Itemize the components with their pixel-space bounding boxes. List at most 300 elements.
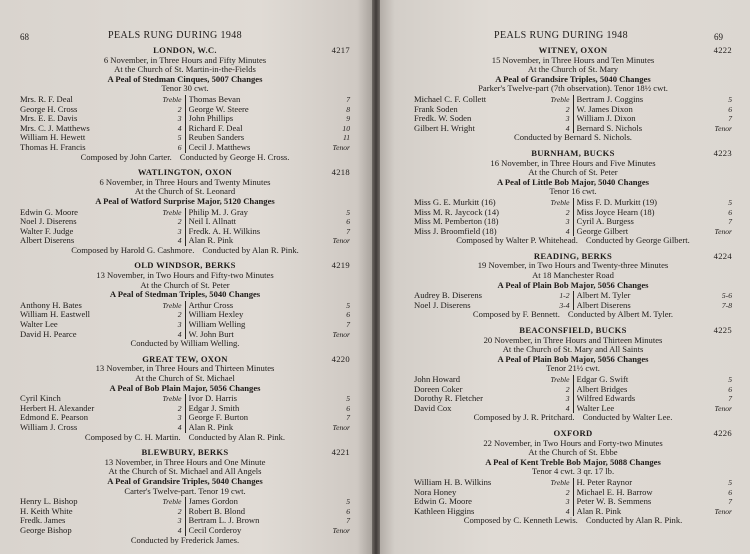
ringer-name: Alan R. Pink xyxy=(576,506,622,516)
ringer-name: Cecil Corderoy xyxy=(188,525,242,535)
bell-number: 7 xyxy=(728,394,732,404)
ringer-name: Bertram J. Coggins xyxy=(576,94,644,104)
ringer-name: Ivor D. Harris xyxy=(188,394,237,404)
ringer-name: William J. Dixon xyxy=(576,114,636,124)
ringer-row xyxy=(577,208,733,218)
bell-number: 5 xyxy=(728,375,732,384)
ringer-row xyxy=(577,114,733,124)
peal-entry xyxy=(20,448,350,545)
ringer-name: Albert Diserens xyxy=(576,300,631,310)
bell-number: Tenor xyxy=(714,506,732,516)
bell-number: 3 xyxy=(565,217,570,227)
book-gutter xyxy=(372,0,380,554)
ringer-name: George H. Cross xyxy=(20,104,78,114)
bell-number: Treble xyxy=(550,197,570,207)
ringer-row xyxy=(189,208,351,218)
bell-number: 5 xyxy=(728,477,732,487)
bell-number: 5-6 xyxy=(721,291,732,301)
bell-number: 6 xyxy=(728,487,732,497)
peal-number: 4218 xyxy=(331,167,350,178)
bell-number: 6 xyxy=(177,142,182,152)
composer: Composed by C. Kenneth Lewis. xyxy=(463,515,578,526)
peal-credits xyxy=(20,433,350,443)
peal-detail: Tenor 16 cwt. xyxy=(549,186,597,197)
peal-number: 4219 xyxy=(331,260,350,271)
bell-number: 4 xyxy=(177,236,182,246)
ringer-row xyxy=(20,227,182,237)
ringer-row xyxy=(414,497,570,507)
ringer-row xyxy=(20,310,182,320)
conductor: Conducted by Walter Lee. xyxy=(582,412,673,423)
peal-method: A Peal of Stedman Cinques, 5007 Changes xyxy=(107,73,263,84)
peal-number: 4223 xyxy=(713,147,732,158)
ringer-row xyxy=(577,217,733,227)
ringer-name: Edwin G. Moore xyxy=(20,207,78,217)
band-column-right xyxy=(574,291,733,310)
conductor: Conducted by Alan R. Pink. xyxy=(202,244,299,255)
peal-title: GREAT TEW, OXON 4220 xyxy=(142,353,350,364)
bell-number: 2 xyxy=(177,403,182,413)
band-list xyxy=(20,497,350,535)
ringer-name: John Phillips xyxy=(188,114,234,124)
peal-detail: At the Church of St. Martin-in-the-Fields xyxy=(114,64,256,75)
bell-number: Tenor xyxy=(332,329,350,339)
bell-number: 7 xyxy=(346,226,350,236)
band-column-left xyxy=(414,375,574,413)
band-column-right xyxy=(186,497,351,535)
bell-number: 4 xyxy=(565,123,570,133)
ringer-row xyxy=(189,516,351,526)
ringer-row xyxy=(577,385,733,395)
peal-entry xyxy=(20,46,350,162)
ringer-row xyxy=(20,124,182,134)
bell-number: Tenor xyxy=(332,236,350,246)
band-list xyxy=(20,394,350,432)
ringer-row xyxy=(414,375,570,385)
bell-number: 3 xyxy=(565,394,570,404)
ringer-name: Michael C. F. Collett xyxy=(414,94,487,104)
ringer-name: Frank Soden xyxy=(414,104,458,114)
ringer-name: Thomas Bevan xyxy=(188,94,241,104)
band-column-left xyxy=(414,291,574,310)
ringer-row xyxy=(20,413,182,423)
peal-detail: 22 November, in Two Hours and Forty-two Minutes xyxy=(483,437,663,448)
ringer-name: Bertram L. J. Brown xyxy=(188,516,260,526)
conductor: Conducted by Bernard S. Nichols. xyxy=(514,132,632,143)
bell-number: 7 xyxy=(728,497,732,507)
ringer-row xyxy=(577,488,733,498)
peal-number: 4226 xyxy=(713,427,732,438)
ringer-name: Mrs. C. J. Matthews xyxy=(20,123,90,133)
ringer-name: Philip M. J. Gray xyxy=(188,207,248,217)
ringer-name: Edgar J. Smith xyxy=(188,403,240,413)
bell-number: 3 xyxy=(177,114,182,124)
bell-number: 3-4 xyxy=(559,300,570,310)
bell-number: Tenor xyxy=(714,123,732,133)
peal-credits xyxy=(414,413,732,423)
peal-method: A Peal of Little Bob Major, 5040 Changes xyxy=(497,176,649,187)
right-page xyxy=(380,0,750,554)
ringer-name: Cecil J. Matthews xyxy=(188,142,251,152)
bell-number: 3 xyxy=(177,320,182,330)
ringer-name: George Gilbert xyxy=(576,226,629,236)
bell-number: 3 xyxy=(177,516,182,526)
band-column-left xyxy=(20,208,186,246)
ringer-name: Peter W. B. Semmens xyxy=(576,497,652,507)
left-page xyxy=(0,0,372,554)
band-column-left xyxy=(20,95,186,153)
bell-number: 4 xyxy=(177,329,182,339)
peal-detail: At 18 Manchester Road xyxy=(532,270,614,281)
ringer-name: Fredk. James xyxy=(20,516,66,526)
ringer-row xyxy=(20,404,182,414)
bell-number: 3 xyxy=(565,114,570,124)
peal-entry xyxy=(20,355,350,442)
peal-title: READING, BERKS 4224 xyxy=(533,250,732,261)
ringer-name: Robert B. Blond xyxy=(188,506,246,516)
ringer-name: William Hexley xyxy=(188,310,244,320)
bell-number: 2 xyxy=(565,207,570,217)
ringer-name: Fredk. A. H. Wilkins xyxy=(188,226,261,236)
ringer-name: Audrey B. Diserens xyxy=(414,291,483,301)
ringer-name: William J. Cross xyxy=(20,422,78,432)
bell-number: 5 xyxy=(346,207,350,217)
ringer-name: Dorothy R. Fletcher xyxy=(414,394,483,404)
conductor: Conducted by Alan R. Pink. xyxy=(585,515,683,526)
ringer-name: George W. Steere xyxy=(188,104,249,114)
ringer-row xyxy=(20,105,182,115)
ringer-name: Albert M. Tyler xyxy=(576,291,631,301)
ringer-row xyxy=(189,310,351,320)
ringer-row xyxy=(577,95,733,105)
bell-number: 5 xyxy=(728,197,732,207)
peal-detail: At the Church of St. Ebbe xyxy=(528,447,618,458)
bell-number: 4 xyxy=(177,525,182,535)
peal-detail: At the Church of St. Michael xyxy=(135,373,235,383)
band-list xyxy=(414,375,732,413)
peal-entry xyxy=(414,252,732,320)
composer: Composed by J. R. Pritchard. xyxy=(473,412,575,423)
ringer-row xyxy=(414,385,570,395)
peal-number: 4221 xyxy=(331,447,350,458)
ringer-name: George Bishop xyxy=(20,525,72,535)
band-column-right xyxy=(574,95,733,133)
bell-number: 6 xyxy=(346,217,350,227)
ringer-row xyxy=(20,394,182,404)
bell-number: 2 xyxy=(565,104,570,114)
conductor: Conducted by George Gilbert. xyxy=(585,235,690,246)
ringer-name: Albert Diserens xyxy=(20,236,75,246)
ringer-row xyxy=(414,394,570,404)
band-list xyxy=(414,291,732,310)
ringer-name: Fredk. W. Soden xyxy=(414,114,472,124)
ringer-name: H. Keith White xyxy=(20,506,73,516)
ringer-name: W. James Dixon xyxy=(576,104,633,114)
ringer-name: Miss G. E. Murkitt (16) xyxy=(414,197,496,207)
band-column-left xyxy=(414,198,574,236)
bell-number: 4 xyxy=(177,422,182,432)
peal-detail: 13 November, in Three Hours and One Minute xyxy=(104,456,266,467)
peal-number: 4225 xyxy=(713,325,732,336)
ringer-name: Noel J. Diserens xyxy=(414,300,471,310)
peal-title: WATLINGTON, OXON 4218 xyxy=(137,167,350,178)
ringer-name: Edgar G. Swift xyxy=(576,375,629,384)
ringer-row xyxy=(577,394,733,404)
composer: Composed by Harold G. Cashmore. xyxy=(71,244,195,255)
bell-number: 8 xyxy=(346,104,350,114)
peal-method: A Peal of Grandsire Triples, 5040 Changes xyxy=(495,73,651,84)
band-column-right xyxy=(574,198,733,236)
band-column-right xyxy=(574,375,733,413)
bell-number: 1-2 xyxy=(559,291,570,301)
peal-method: A Peal of Watford Surprise Major, 5120 Changes xyxy=(95,195,275,206)
ringer-name: Arthur Cross xyxy=(188,300,234,310)
band-list xyxy=(414,95,732,133)
bell-number: 7 xyxy=(346,94,350,104)
conductor: Conducted by Frederick James. xyxy=(130,534,240,545)
ringer-name: Nora Honey xyxy=(414,487,457,497)
peal-detail: At the Church of St. Mary and All Saints xyxy=(502,344,644,355)
ringer-row xyxy=(189,105,351,115)
ringer-name: Miss F. D. Murkitt (19) xyxy=(576,197,657,207)
ringer-row xyxy=(189,114,351,124)
ringer-row xyxy=(20,516,182,526)
ringer-row xyxy=(414,95,570,105)
bell-number: Treble xyxy=(162,300,182,310)
bell-number: 2 xyxy=(177,310,182,320)
bell-number: 7 xyxy=(346,320,350,330)
peal-entry xyxy=(414,46,732,143)
ringer-row xyxy=(20,320,182,330)
peal-title: WITNEY, OXON 4222 xyxy=(538,45,732,55)
ringer-name: William H. Eastwell xyxy=(20,310,91,320)
ringer-row xyxy=(189,413,351,423)
peal-detail: At the Church of St. Peter xyxy=(528,167,618,178)
ringer-row xyxy=(20,301,182,311)
peal-detail: At the Church of St. Leonard xyxy=(134,186,236,197)
bell-number: 3 xyxy=(177,226,182,236)
ringer-row xyxy=(189,133,351,143)
bell-number: 5 xyxy=(346,394,350,404)
ringer-row xyxy=(20,208,182,218)
band-column-right xyxy=(186,301,351,339)
ringer-name: Cyril A. Burgess xyxy=(576,217,634,227)
ringer-name: Gilbert H. Wright xyxy=(414,123,475,133)
bell-number: 11 xyxy=(342,133,350,143)
ringer-row xyxy=(20,133,182,143)
ringer-name: John Howard xyxy=(414,375,461,384)
peal-list xyxy=(20,46,350,551)
ringer-row xyxy=(577,105,733,115)
band-column-left xyxy=(414,95,574,133)
peal-detail: 6 November, in Three Hours and Fifty Minutes xyxy=(103,54,267,65)
peal-detail: At the Church of St. Peter xyxy=(140,279,230,290)
peal-credits xyxy=(414,516,732,526)
bell-number: 4 xyxy=(565,226,570,236)
ringer-name: David H. Pearce xyxy=(20,329,77,339)
peal-title: OLD WINDSOR, BERKS 4219 xyxy=(134,260,350,271)
ringer-name: Mrs. R. F. Deal xyxy=(20,94,73,104)
peal-detail: 16 November, in Three Hours and Five Minutes xyxy=(490,157,656,168)
peal-detail: Tenor 4 cwt. 3 qr. 17 lb. xyxy=(531,466,615,477)
peal-method: A Peal of Kent Treble Bob Major, 5088 Changes xyxy=(485,456,661,467)
bell-number: 6 xyxy=(728,207,732,217)
peal-number: 4220 xyxy=(331,353,350,364)
ringer-row xyxy=(20,507,182,517)
peal-title: LONDON, W.C. 4217 xyxy=(153,45,350,55)
bell-number: 2 xyxy=(565,487,570,497)
ringer-row xyxy=(414,114,570,124)
bell-number: 2 xyxy=(177,217,182,227)
ringer-row xyxy=(189,227,351,237)
bell-number: 3 xyxy=(565,497,570,507)
band-list xyxy=(20,208,350,246)
peal-number: 4224 xyxy=(713,250,732,261)
ringer-name: James Gordon xyxy=(188,497,238,507)
ringer-name: Alan R. Pink xyxy=(188,422,234,432)
ringer-name: Walter Lee xyxy=(20,320,58,330)
ringer-row xyxy=(20,497,182,507)
peal-credits xyxy=(414,310,732,320)
ringer-name: Alan R. Pink xyxy=(188,236,234,246)
ringer-name: Miss J. Broomfield (18) xyxy=(414,226,497,236)
bell-number: 5 xyxy=(177,133,182,143)
ringer-row xyxy=(414,208,570,218)
bell-number: 6 xyxy=(728,104,732,114)
bell-number: 7 xyxy=(728,114,732,124)
conductor: Conducted by Alan R. Pink. xyxy=(188,431,286,442)
bell-number: 4 xyxy=(565,506,570,516)
peal-entry xyxy=(414,149,732,246)
ringer-name: William H. B. Wilkins xyxy=(414,477,492,487)
bell-number: Treble xyxy=(550,94,570,104)
ringer-row xyxy=(414,217,570,227)
ringer-name: Herbert H. Alexander xyxy=(20,403,95,413)
bell-number: Tenor xyxy=(332,142,350,152)
ringer-row xyxy=(414,105,570,115)
ringer-name: William Welling xyxy=(188,320,246,330)
peal-detail: Carter's Twelve-part. Tenor 19 cwt. xyxy=(124,485,246,496)
ringer-row xyxy=(189,301,351,311)
peal-detail: At the Church of St. Mary xyxy=(527,64,619,75)
bell-number: Treble xyxy=(162,497,182,507)
ringer-row xyxy=(189,507,351,517)
bell-number: 5 xyxy=(346,497,350,507)
band-list xyxy=(414,478,732,516)
peal-detail: 13 November, in Three Hours and Thirteen Minutes xyxy=(95,363,275,374)
ringer-row xyxy=(414,291,570,301)
ringer-name: Miss M. R. Jaycock (14) xyxy=(414,207,499,217)
band-column-right xyxy=(574,478,733,516)
peal-title: BURNHAM, BUCKS 4223 xyxy=(531,147,732,158)
ringer-row xyxy=(189,124,351,134)
ringer-name: Albert Bridges xyxy=(576,384,628,394)
peal-detail: 15 November, in Three Hours and Ten Minutes xyxy=(491,54,655,65)
band-column-right xyxy=(186,95,351,153)
ringer-name: Reuben Sanders xyxy=(188,133,245,143)
band-column-right xyxy=(186,394,351,432)
band-column-left xyxy=(414,478,574,516)
peal-credits xyxy=(20,339,350,349)
bell-number: 9 xyxy=(346,114,350,124)
ringer-row xyxy=(577,198,733,208)
ringer-name: Walter Lee xyxy=(576,403,615,413)
peal-number: 4217 xyxy=(331,45,350,55)
peal-list xyxy=(414,46,732,532)
band-list xyxy=(414,198,732,236)
peal-entry xyxy=(414,429,732,526)
composer: Composed by F. Bennett. xyxy=(472,309,560,320)
band-column-left xyxy=(20,497,186,535)
ringer-name: Thomas H. Francis xyxy=(20,142,86,152)
composer: Composed by John Carter. xyxy=(80,151,172,162)
composer: Composed by Walter P. Whitehead. xyxy=(456,235,578,246)
bell-number: Treble xyxy=(550,375,570,384)
ringer-name: H. Peter Raynor xyxy=(576,477,633,487)
peal-method: A Peal of Bob Plain Major, 5056 Changes xyxy=(109,382,261,393)
running-head: PEALS RUNG DURING 1948 xyxy=(108,30,243,41)
peal-method: A Peal of Grandsire Triples, 5040 Changes xyxy=(107,475,263,486)
ringer-name: Wilfred Edwards xyxy=(576,394,636,404)
peal-method: A Peal of Stedman Triples, 5040 Changes xyxy=(109,289,261,300)
page-number: 69 xyxy=(714,32,723,42)
ringer-name: Richard F. Deal xyxy=(188,123,243,133)
ringer-name: David Cox xyxy=(414,403,452,413)
ringer-row xyxy=(189,95,351,105)
bell-number: 6 xyxy=(346,310,350,320)
ringer-row xyxy=(577,375,733,385)
peal-entry xyxy=(20,261,350,348)
ringer-name: Neil I. Allnatt xyxy=(188,217,236,227)
peal-detail: 6 November, in Three Hours and Twenty Minutes xyxy=(99,176,271,187)
bell-number: 7-8 xyxy=(721,300,732,310)
band-list xyxy=(20,301,350,339)
ringer-row xyxy=(189,217,351,227)
ringer-name: George F. Burton xyxy=(188,413,249,423)
conductor: Conducted by Albert M. Tyler. xyxy=(567,309,674,320)
ringer-row xyxy=(577,478,733,488)
conductor: Conducted by George H. Cross. xyxy=(179,151,290,162)
peal-credits xyxy=(20,246,350,256)
ringer-row xyxy=(577,497,733,507)
ringer-row xyxy=(414,488,570,498)
bell-number: 2 xyxy=(177,506,182,516)
composer: Composed by C. H. Martin. xyxy=(84,431,181,442)
ringer-name: Walter F. Judge xyxy=(20,226,74,236)
peal-entry xyxy=(414,326,732,423)
running-head: PEALS RUNG DURING 1948 xyxy=(494,30,629,41)
bell-number: 7 xyxy=(728,217,732,227)
peal-title: BLEWBURY, BERKS 4221 xyxy=(141,447,350,458)
bell-number: Tenor xyxy=(714,403,732,413)
bell-number: 5 xyxy=(346,300,350,310)
ringer-name: Bernard S. Nichols xyxy=(576,123,643,133)
bell-number: 6 xyxy=(728,384,732,394)
ringer-name: Doreen Coker xyxy=(414,384,463,394)
bell-number: 6 xyxy=(346,403,350,413)
ringer-name: Noel J. Diserens xyxy=(20,217,77,227)
peal-method: A Peal of Plain Bob Major, 5056 Changes xyxy=(497,279,649,290)
conductor: Conducted by William Welling. xyxy=(130,338,240,349)
ringer-row xyxy=(577,291,733,301)
peal-detail: At the Church of St. Michael and All Angels xyxy=(108,466,262,477)
bell-number: 2 xyxy=(565,384,570,394)
page-number: 68 xyxy=(20,32,29,42)
bell-number: 6 xyxy=(346,506,350,516)
peal-credits xyxy=(20,153,350,163)
bell-number: 10 xyxy=(342,123,350,133)
ringer-name: Cyril Kinch xyxy=(20,394,61,404)
